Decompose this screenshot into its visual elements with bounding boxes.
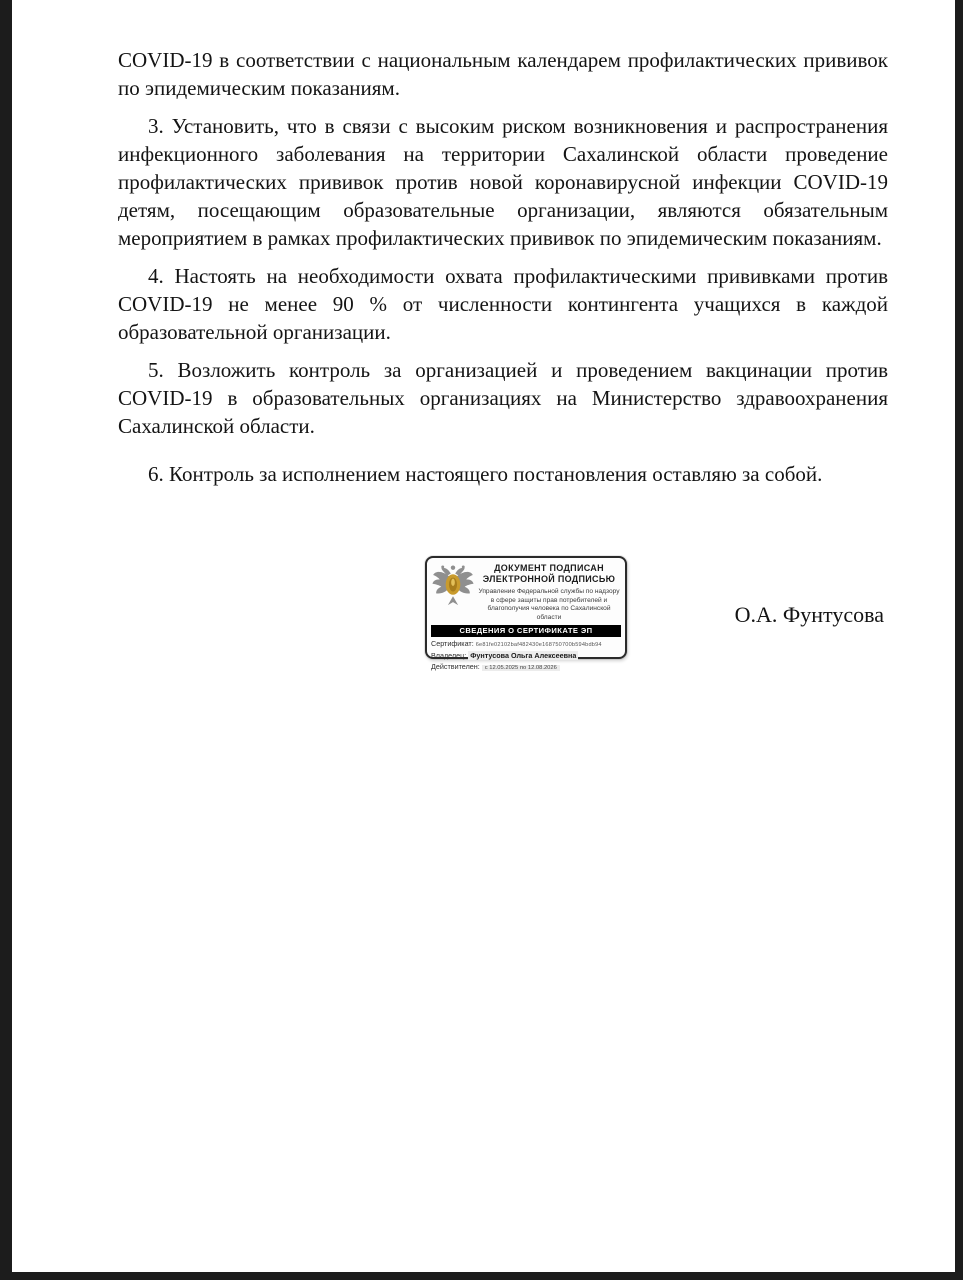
scan-edge-right (955, 0, 963, 1280)
paragraph-item-6: 6. Контроль за исполнением настоящего постановления оставляю за собой. (148, 462, 823, 486)
stamp-authority: Управление Федеральной службы по надзору в сфере защиты прав потребителей и благополучия человека по Сахалинской области (478, 588, 620, 621)
owner-label: Владелец: (431, 650, 467, 660)
scan-edge-left (0, 0, 12, 1280)
paragraph-item-2-continuation: COVID-19 в соответствии с национальным календарем профилактических прививок по эпидемическим показаниям. (118, 48, 888, 100)
validity-value: с 12.05.2025 по 12.08.2026 (482, 665, 560, 671)
stamp-title-line2: ЭЛЕКТРОННОЙ ПОДПИСЬЮ (482, 574, 616, 584)
double-headed-eagle-icon (431, 561, 477, 622)
validity-label: Действителен: (431, 661, 480, 671)
certificate-value: 6e81fe02102baf482430e168750700b594bdb94 (475, 642, 602, 649)
scan-edge-bottom (0, 1272, 963, 1280)
electronic-signature-stamp (425, 556, 627, 671)
document-body (118, 46, 888, 498)
paragraph-item-5: 5. Возложить контроль за организацией и проведением вакцинации против COVID-19 в образовательных организациях на Министерство здравоохранения Сахалинской области. (118, 358, 888, 438)
signature-name: О.А. Фунтусова (734, 602, 884, 627)
stamp-title-line1: ДОКУМЕНТ ПОДПИСАН (494, 563, 604, 573)
owner-value: Фунтусова Ольга Алексеевна (470, 650, 577, 660)
stamp-validity-row (431, 662, 621, 674)
paragraph-item-3: 3. Установить, что в связи с высоким риском возникновения и распространения инфекционного заболевания на территории Сахалинской области проведение профилактических прививок против новой коронавирусной инфекции COVID-19 детям, посещающим образовательные организации, являются обязательным мероприятием в рамках профилактических прививок по эпидемическим показаниям. (118, 114, 888, 250)
stamp-certificate-row (431, 639, 621, 651)
paragraph-item-4: 4. Настоять на необходимости охвата профилактическими прививками против COVID-19 не менее 90 % от численности контингента учащихся в каждой образовательной организации. (118, 264, 888, 344)
stamp-certificate-header: СВЕДЕНИЯ О СЕРТИФИКАТЕ ЭП (431, 625, 621, 637)
certificate-label: Сертификат: (431, 639, 474, 649)
stamp-owner-row (431, 651, 621, 662)
